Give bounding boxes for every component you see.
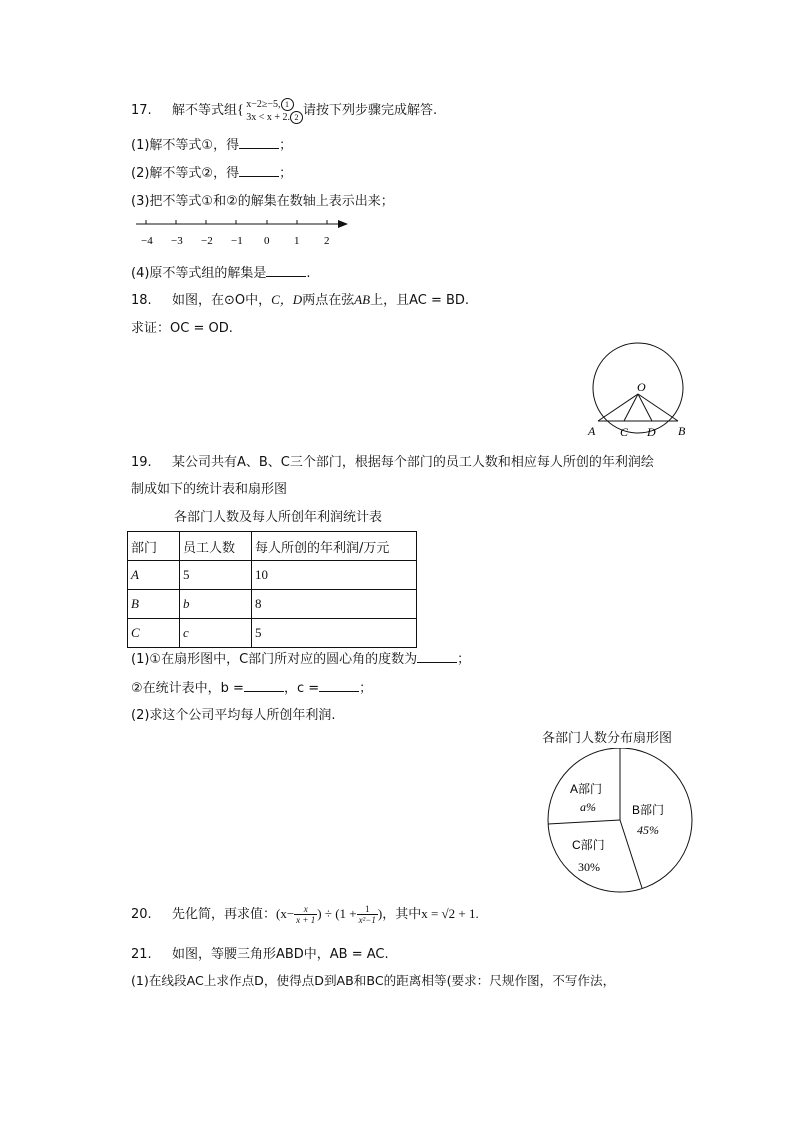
- number-line-ticks: [146, 220, 327, 224]
- fraction-numerator: 1: [357, 904, 378, 915]
- q17-step1-text: (1)解不等式①，得: [131, 138, 240, 153]
- pie-value-a: a%: [580, 800, 596, 814]
- label-c: C: [620, 425, 629, 439]
- table-row: [128, 590, 417, 619]
- q19-sub1: [131, 648, 470, 667]
- q17-tail: 请按下列步骤完成解答.: [303, 103, 438, 118]
- table-cell: b: [180, 590, 252, 619]
- q19-line2: 制成如下的统计表和扇形图: [131, 482, 288, 497]
- pie-title: 各部门人数分布扇形图: [542, 731, 673, 746]
- q21-text: 如图，等腰三角形ABD中，AB = AC.: [171, 947, 389, 962]
- table-cell: 5: [180, 561, 252, 590]
- ineq2: 3x < x + 2.: [246, 111, 290, 123]
- q18-text: 两点在弦: [302, 293, 355, 308]
- q18-number: 18.: [131, 293, 152, 308]
- q19-sub1-end: ；: [457, 652, 471, 667]
- q19-number: 19.: [131, 455, 152, 470]
- arrow-icon: [338, 220, 348, 228]
- q19-sub2: [131, 677, 372, 696]
- table-title: 各部门人数及每人所创年利润统计表: [174, 510, 383, 525]
- q17-step1-end: ；: [279, 138, 293, 153]
- q19-line1: [131, 451, 654, 470]
- table-cell: 8: [252, 590, 417, 619]
- q19-sub2-text: ，c =: [283, 681, 320, 696]
- q17-intro: 解不等式组: [171, 103, 237, 118]
- statistics-table: [127, 531, 417, 648]
- answer-blank[interactable]: [417, 651, 457, 663]
- q21-line2: (1)在线段AC上求作点D，使得点D到AB和BC的距离相等(要求：尺规作图，不写作法，: [131, 973, 616, 988]
- q17-step1: [131, 134, 292, 153]
- q17-step2-end: ；: [279, 166, 293, 181]
- q18-chord: AB: [354, 292, 371, 307]
- q19-sub2-text: ②在统计表中，b =: [131, 681, 244, 696]
- answer-blank[interactable]: [319, 680, 359, 692]
- answer-blank[interactable]: [239, 165, 279, 177]
- q17-number: 17.: [131, 103, 152, 118]
- table-row: [128, 561, 417, 590]
- number-line: [130, 214, 360, 250]
- tick-label: −2: [201, 235, 213, 247]
- fraction-numerator: x: [294, 904, 317, 915]
- q17-header: [131, 96, 437, 126]
- q17-step2: [131, 162, 292, 181]
- q17-step4-text: (4)原不等式组的解集是: [131, 266, 267, 281]
- q19-sub2-end: ；: [359, 681, 373, 696]
- pie-chart: [540, 748, 705, 896]
- label-d: D: [647, 425, 656, 439]
- q18-points: C，D: [271, 292, 303, 307]
- pie-label-c: C部门: [572, 838, 605, 852]
- table-row: [128, 619, 417, 648]
- label-a: A: [588, 424, 596, 438]
- answer-blank[interactable]: [266, 265, 306, 277]
- q20-number: 20.: [131, 907, 152, 922]
- tick-label: 2: [324, 235, 330, 247]
- q17-step3: (3)把不等式①和②的解集在数轴上表示出来；: [131, 194, 394, 209]
- q18-line1: [131, 289, 469, 308]
- q18-text: 上，且AC = BD.: [370, 293, 470, 308]
- circle-mark-1: 1: [281, 98, 294, 111]
- tick-label: −1: [231, 235, 243, 247]
- circle-figure: [585, 340, 695, 442]
- tick-label: 0: [264, 235, 270, 247]
- table-cell: B: [128, 590, 180, 619]
- q17-step4: [131, 262, 311, 281]
- inequality-system: { x−2≥−5, 1 3x < x + 2. 2: [237, 98, 303, 124]
- fraction-2: [357, 904, 378, 925]
- table-cell: C: [128, 619, 180, 648]
- tick-label: −3: [171, 235, 183, 247]
- q20-text: 先化简，再求值：: [171, 907, 276, 922]
- header-cell: 每人所创的年利润/万元: [252, 532, 417, 561]
- q19-sub1-text: (1)①在扇形图中，C部门所对应的圆心角的度数为: [131, 652, 418, 667]
- q18-text: 如图，在: [171, 293, 224, 308]
- fraction-denominator: x + 1: [296, 915, 316, 925]
- pie-value-b: 45%: [637, 823, 659, 837]
- answer-blank[interactable]: [239, 137, 279, 149]
- q21-line1: [131, 943, 389, 962]
- answer-blank[interactable]: [244, 680, 284, 692]
- circle-symbol-icon: ⊙: [223, 293, 235, 308]
- q20-expr: (x−: [275, 906, 295, 921]
- header-cell: 部门: [128, 532, 180, 561]
- fraction-denominator: x²−1: [358, 915, 376, 925]
- header-cell: 员工人数: [180, 532, 252, 561]
- q21-number: 21.: [131, 947, 152, 962]
- q17-step2-text: (2)解不等式②，得: [131, 166, 240, 181]
- pie-value-c: 30%: [578, 860, 600, 874]
- q20-line: [131, 901, 479, 928]
- label-o: O: [637, 380, 646, 394]
- q18-prove: 求证：OC = OD.: [131, 321, 233, 336]
- table-cell: 10: [252, 561, 417, 590]
- table-cell: A: [128, 561, 180, 590]
- label-b: B: [678, 424, 686, 438]
- table-header-row: [128, 532, 417, 561]
- fraction-1: [294, 904, 317, 925]
- pie-label-b: B部门: [632, 803, 665, 817]
- q20-expr: )，其中x = √2 + 1.: [377, 906, 479, 921]
- pie-label-a: A部门: [570, 782, 603, 796]
- table-cell: c: [180, 619, 252, 648]
- q19-text: 某公司共有A、B、C三个部门，根据每个部门的员工人数和相应每人所创的年利润绘: [171, 455, 654, 470]
- tick-label: −4: [141, 235, 153, 247]
- table-cell: 5: [252, 619, 417, 648]
- q20-expr: ) ÷ (1 +: [317, 906, 357, 921]
- circle-mark-2: 2: [290, 111, 303, 124]
- q17-step4-end: .: [306, 266, 311, 281]
- q18-text: O中，: [234, 293, 272, 308]
- tick-label: 1: [294, 235, 300, 247]
- q19-sub3: (2)求这个公司平均每人所创年利润.: [131, 708, 336, 723]
- ineq1: x−2≥−5,: [246, 98, 281, 110]
